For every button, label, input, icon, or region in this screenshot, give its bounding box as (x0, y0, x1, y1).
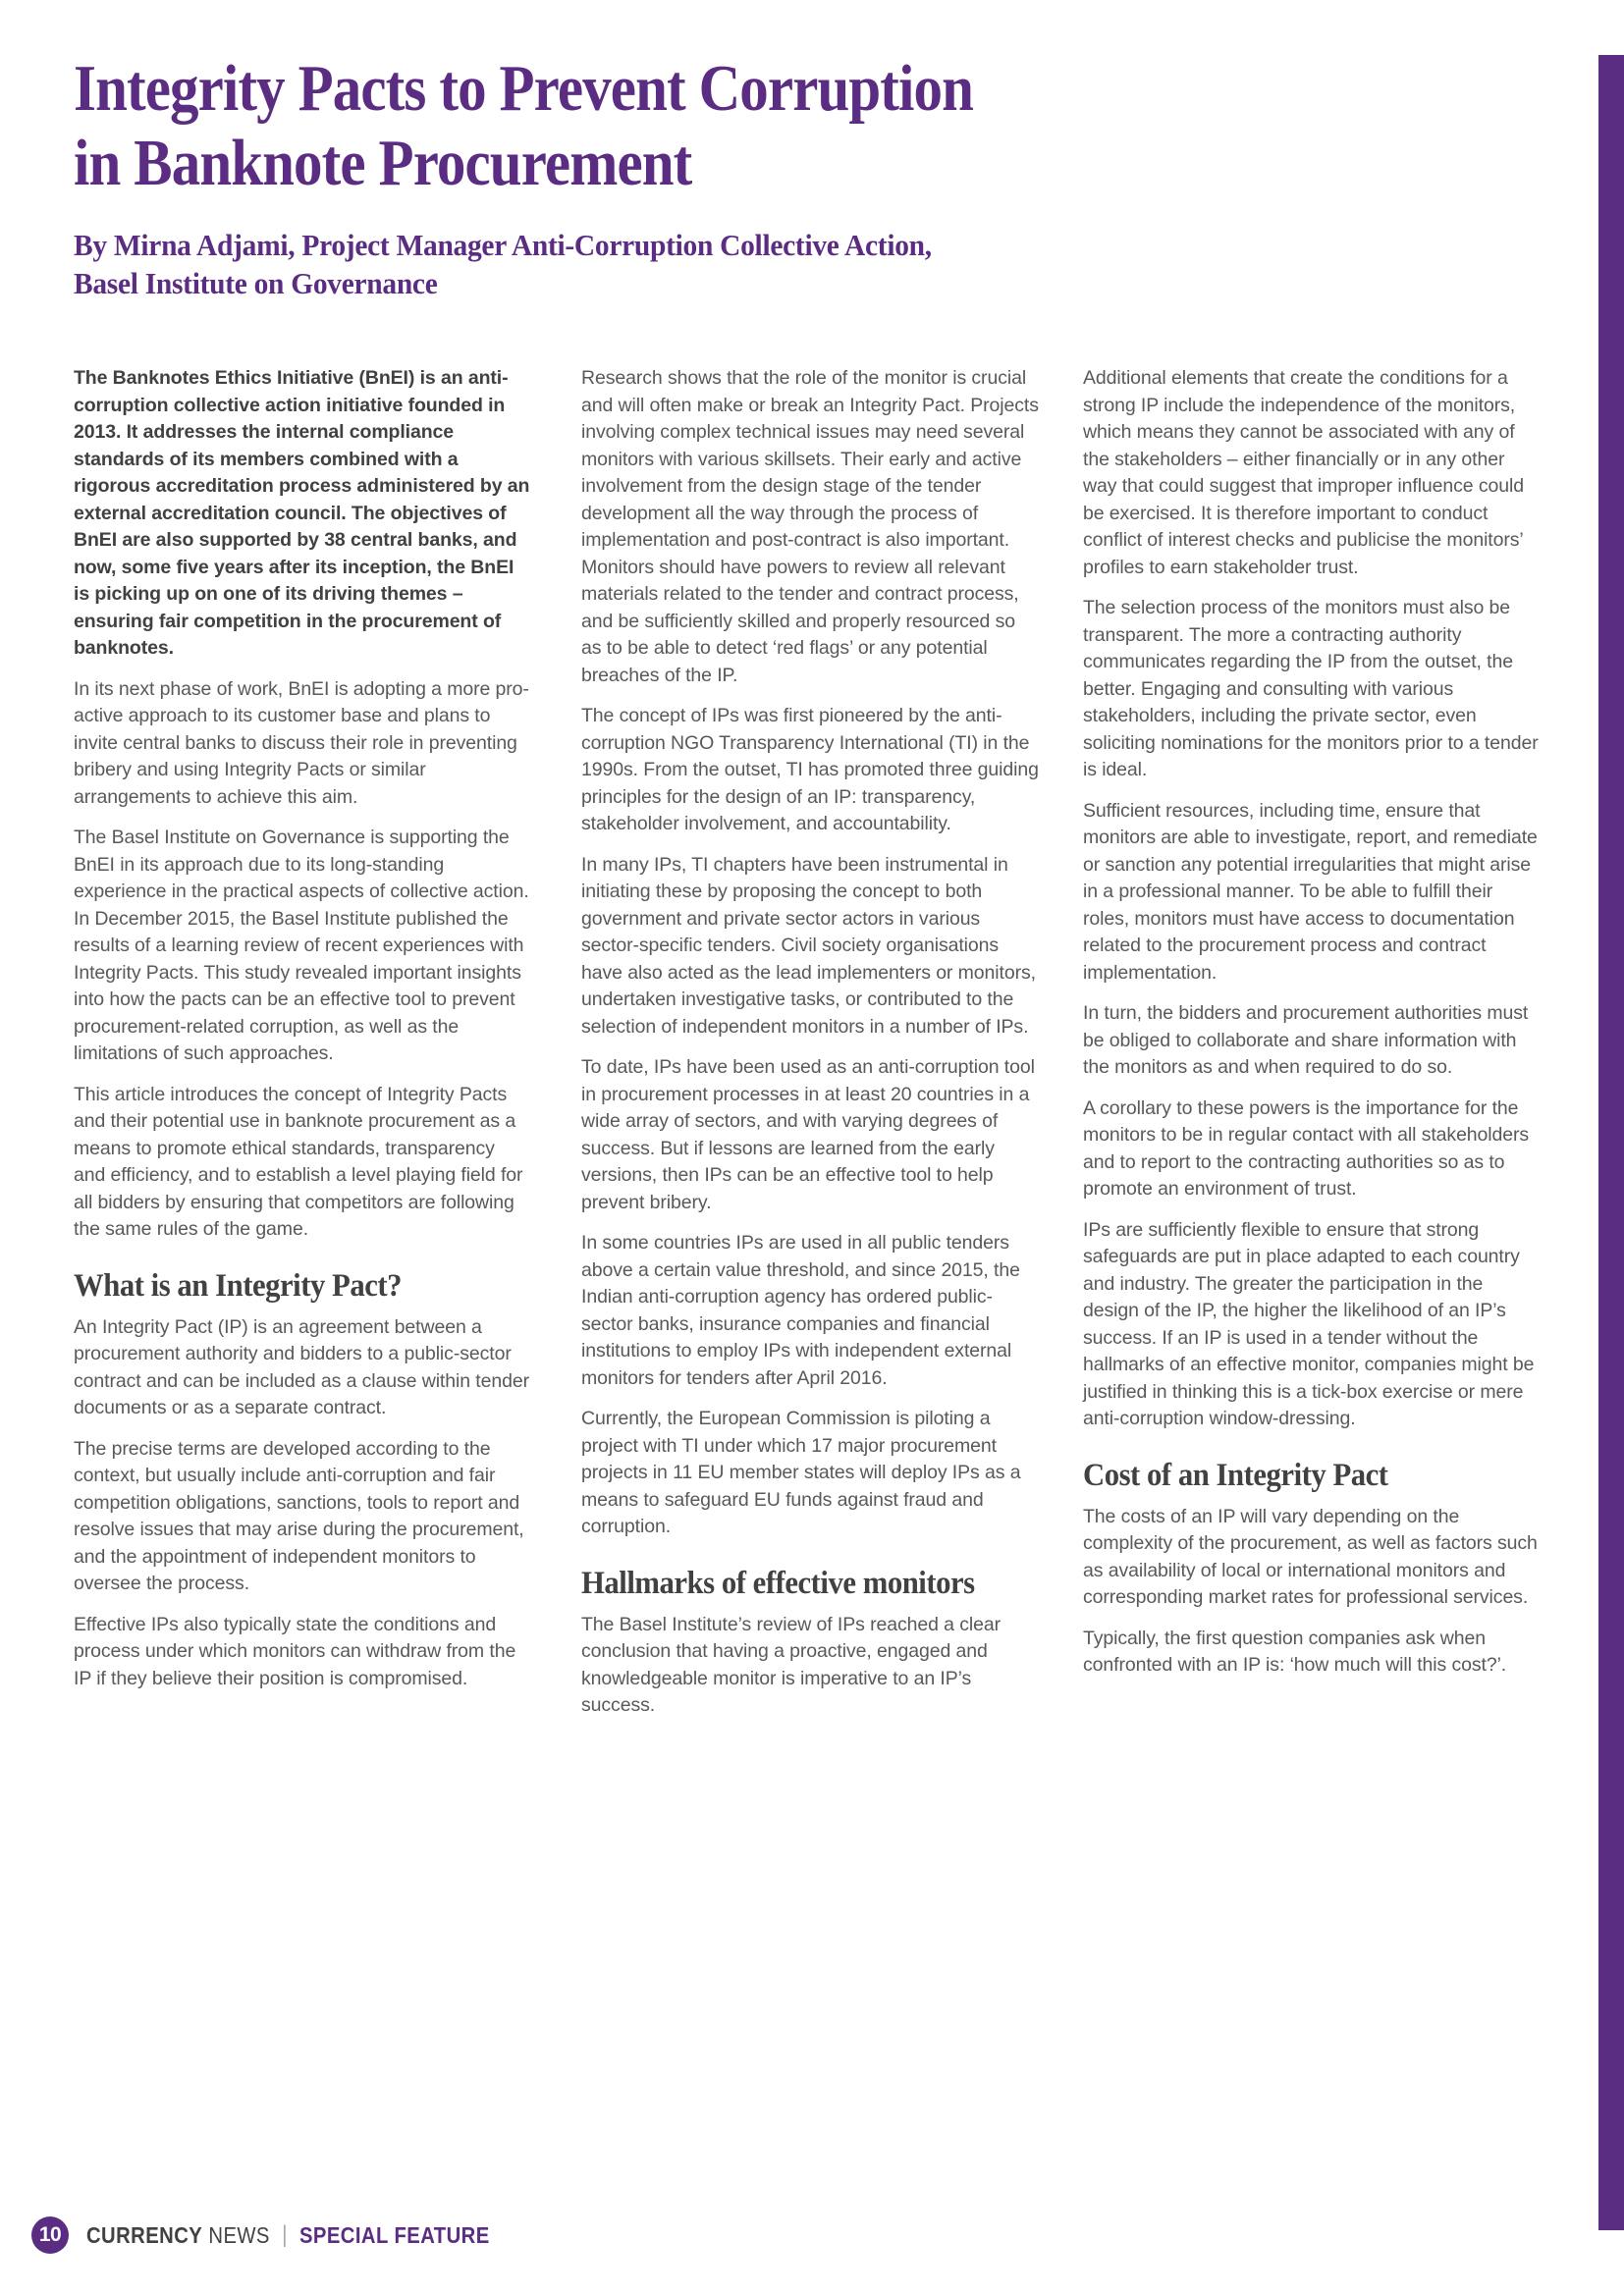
section-heading: Cost of an Integrity Pact (1083, 1457, 1388, 1493)
byline (74, 226, 1527, 302)
body-paragraph: IPs are sufficiently flexible to ensure that strong safeguards are put in place adapted to each country and industry. The greater the participation in the design of the IP, the higher the likelihood of an IP’s success. If an IP is used in a tender without the hallmarks of an effective monitor, companies might be justified in thinking this is a tick-box exercise or mere anti-corruption window-dressing. (1083, 1218, 1535, 1429)
article-masthead (74, 51, 1527, 302)
section-heading: Hallmarks of effective monitors (581, 1565, 975, 1601)
lead-paragraph: The Banknotes Ethics Initiative (BnEI) is an anti-corruption collective action initiative founded in 2013. It addresses the internal compliance standards of its members combined with a rigorous accreditation process administered by an external accreditation council. The objectives of BnEI are also supported by 38 central banks, and now, some five years after its inception, the BnEI is picking up on one of its driving themes – ensuring fair competition in the procurement of banknotes. (74, 367, 530, 659)
body-paragraph: The precise terms are developed according to the context, but usually include anti-corruption and fair competition obligations, sanctions, tools to report and resolve issues that may arise during the procurement, and the appointment of independent monitors to oversee the process. (74, 1437, 524, 1594)
section-label: SPECIAL FEATURE (298, 2221, 490, 2248)
section-heading: What is an Integrity Pact? (74, 1267, 403, 1304)
body-paragraph: A corollary to these powers is the importance for the monitors to be in regular contact with all stakeholders and to report to the contracting authorities so as to promote an environment of trust. (1083, 1096, 1530, 1200)
body-paragraph: The concept of IPs was first pioneered by the anti-corruption NGO Transparency International (TI) in the 1990s. From the outset, TI has promoted three guiding principles for the design of an IP: transparency, stakeholder involvement, and accountability. (581, 705, 1039, 834)
byline-line-1: By Mirna Adjami, Project Manager Anti-Corruption Collective Action, (74, 228, 932, 262)
body-paragraph: In turn, the bidders and procurement authorities must be obliged to collaborate and share information with the monitors as and when required to do so. (1083, 1002, 1529, 1078)
title-line-2: in Banknote Procurement (74, 127, 692, 199)
body-paragraph: The costs of an IP will vary depending on the complexity of the procurement, as well as factors such as availability of local or international monitors and corresponding market rates for professional services. (1083, 1505, 1538, 1608)
body-paragraph: In some countries IPs are used in all public tenders above a certain value threshold, and since 2015, the Indian anti-corruption agency has ordered public-sector banks, insurance companies and financial institutions to employ IPs with independent external monitors for tenders after April 2016. (581, 1232, 1020, 1389)
page-footer (31, 2216, 545, 2254)
magazine-brand (86, 2221, 490, 2249)
footer-divider: | (282, 2221, 288, 2248)
body-paragraph: In many IPs, TI chapters have been instrumental in initiating these by proposing the concept to both government and private sector actors in various sector-specific tenders. Civil society organisations have also acted as the lead implementers or monitors, undertaken investigative tasks, or contributed to the selection of independent monitors in a number of IPs. (581, 853, 1036, 1038)
title-line-1: Integrity Pacts to Prevent Corruption (74, 52, 974, 125)
body-paragraph: The selection process of the monitors must also be transparent. The more a contracting authority communicates regarding the IP from the outset, the better. Engaging and consulting with various stakeholders, including the private sector, even soliciting nominations for the monitors prior to a tender is ideal. (1083, 597, 1539, 780)
body-paragraph: The Basel Institute’s review of IPs reached a clear conclusion that having a proactive, engaged and knowledgeable monitor is imperative to an IP’s success. (581, 1613, 1001, 1716)
right-accent-bar (1598, 55, 1624, 2230)
brand-currency: CURRENCY (86, 2221, 203, 2248)
body-paragraph: This article introduces the concept of Integrity Pacts and their potential use in banknote procurement as a means to promote ethical standards, transparency and efficiency, and to establish a level playing field for all bidders by ensuring that competitors are following the same rules of the game. (74, 1083, 523, 1240)
body-paragraph: Sufficient resources, including time, ensure that monitors are able to investigate, report, and remediate or sanction any potential irregularities that might arise in a professional manner. To be able to fulfill their roles, monitors must have access to documentation related to the procurement process and contract implementation. (1083, 799, 1538, 984)
page-number: 10 (38, 2223, 62, 2246)
body-paragraph: To date, IPs have been used as an anti-corruption tool in procurement processes in at least 20 countries in a wide array of sectors, and with varying degrees of success. But if lessons are learned from the early versions, then IPs can be an effective tool to help prevent bribery. (581, 1056, 1035, 1213)
body-paragraph: The Basel Institute on Governance is supporting the BnEI in its approach due to its long-standing experience in the practical aspects of collective action. In December 2015, the Basel Institute published the results of a learning review of recent experiences with Integrity Pacts. This study revealed important insights into how the pacts can be an effective tool to prevent procurement-related corruption, as well as the limitations of such approaches. (74, 827, 529, 1064)
body-paragraph: Effective IPs also typically state the conditions and process under which monitors can withdraw from the IP if they believe their position is compromised. (74, 1613, 516, 1689)
body-paragraph: Typically, the first question companies ask when confronted with an IP is: ‘how much will this cost?’. (1083, 1627, 1507, 1676)
body-paragraph: Research shows that the role of the monitor is crucial and will often make or break an Integrity Pact. Projects involving complex technical issues may need several monitors with various skillsets. Their early and active involvement from the design stage of the tender development all the way through the process of implementation and post-contract is also important. Monitors should have powers to review all relevant materials related to the tender and contract process, and be sufficiently skilled and properly resourced so as to be able to detect ‘red flags’ or any potential breaches of the IP. (581, 367, 1039, 686)
body-paragraph: In its next phase of work, BnEI is adopting a more pro-active approach to its customer base and plans to invite central banks to discuss their role in preventing bribery and using Integrity Pacts or similar arrangements to achieve this aim. (74, 677, 529, 808)
body-paragraph: Additional elements that create the conditions for a strong IP include the independence of the monitors, which means they cannot be associated with any of the stakeholders – either financially or in any other way that could suggest that improper influence could be exercised. It is therefore important to conduct conflict of interest checks and publicise the monitors’ profiles to earn stakeholder trust. (1083, 367, 1524, 578)
brand-news: NEWS (208, 2221, 270, 2248)
article-column-3 (1083, 365, 1541, 1693)
page-number-badge (31, 2216, 69, 2254)
body-paragraph: Currently, the European Commission is piloting a project with TI under which 17 major procurement projects in 11 EU member states will deploy IPs as a means to safeguard EU funds against fraud and corruption. (581, 1408, 1021, 1537)
page-title (74, 51, 1527, 200)
body-paragraph: An Integrity Pact (IP) is an agreement between a procurement authority and bidders to a public-sector contract and can be included as a clause within tender documents or as a separate contract. (74, 1315, 529, 1418)
byline-line-2: Basel Institute on Governance (74, 266, 438, 300)
article-column-2 (581, 365, 1039, 1734)
article-column-1 (74, 365, 531, 1706)
